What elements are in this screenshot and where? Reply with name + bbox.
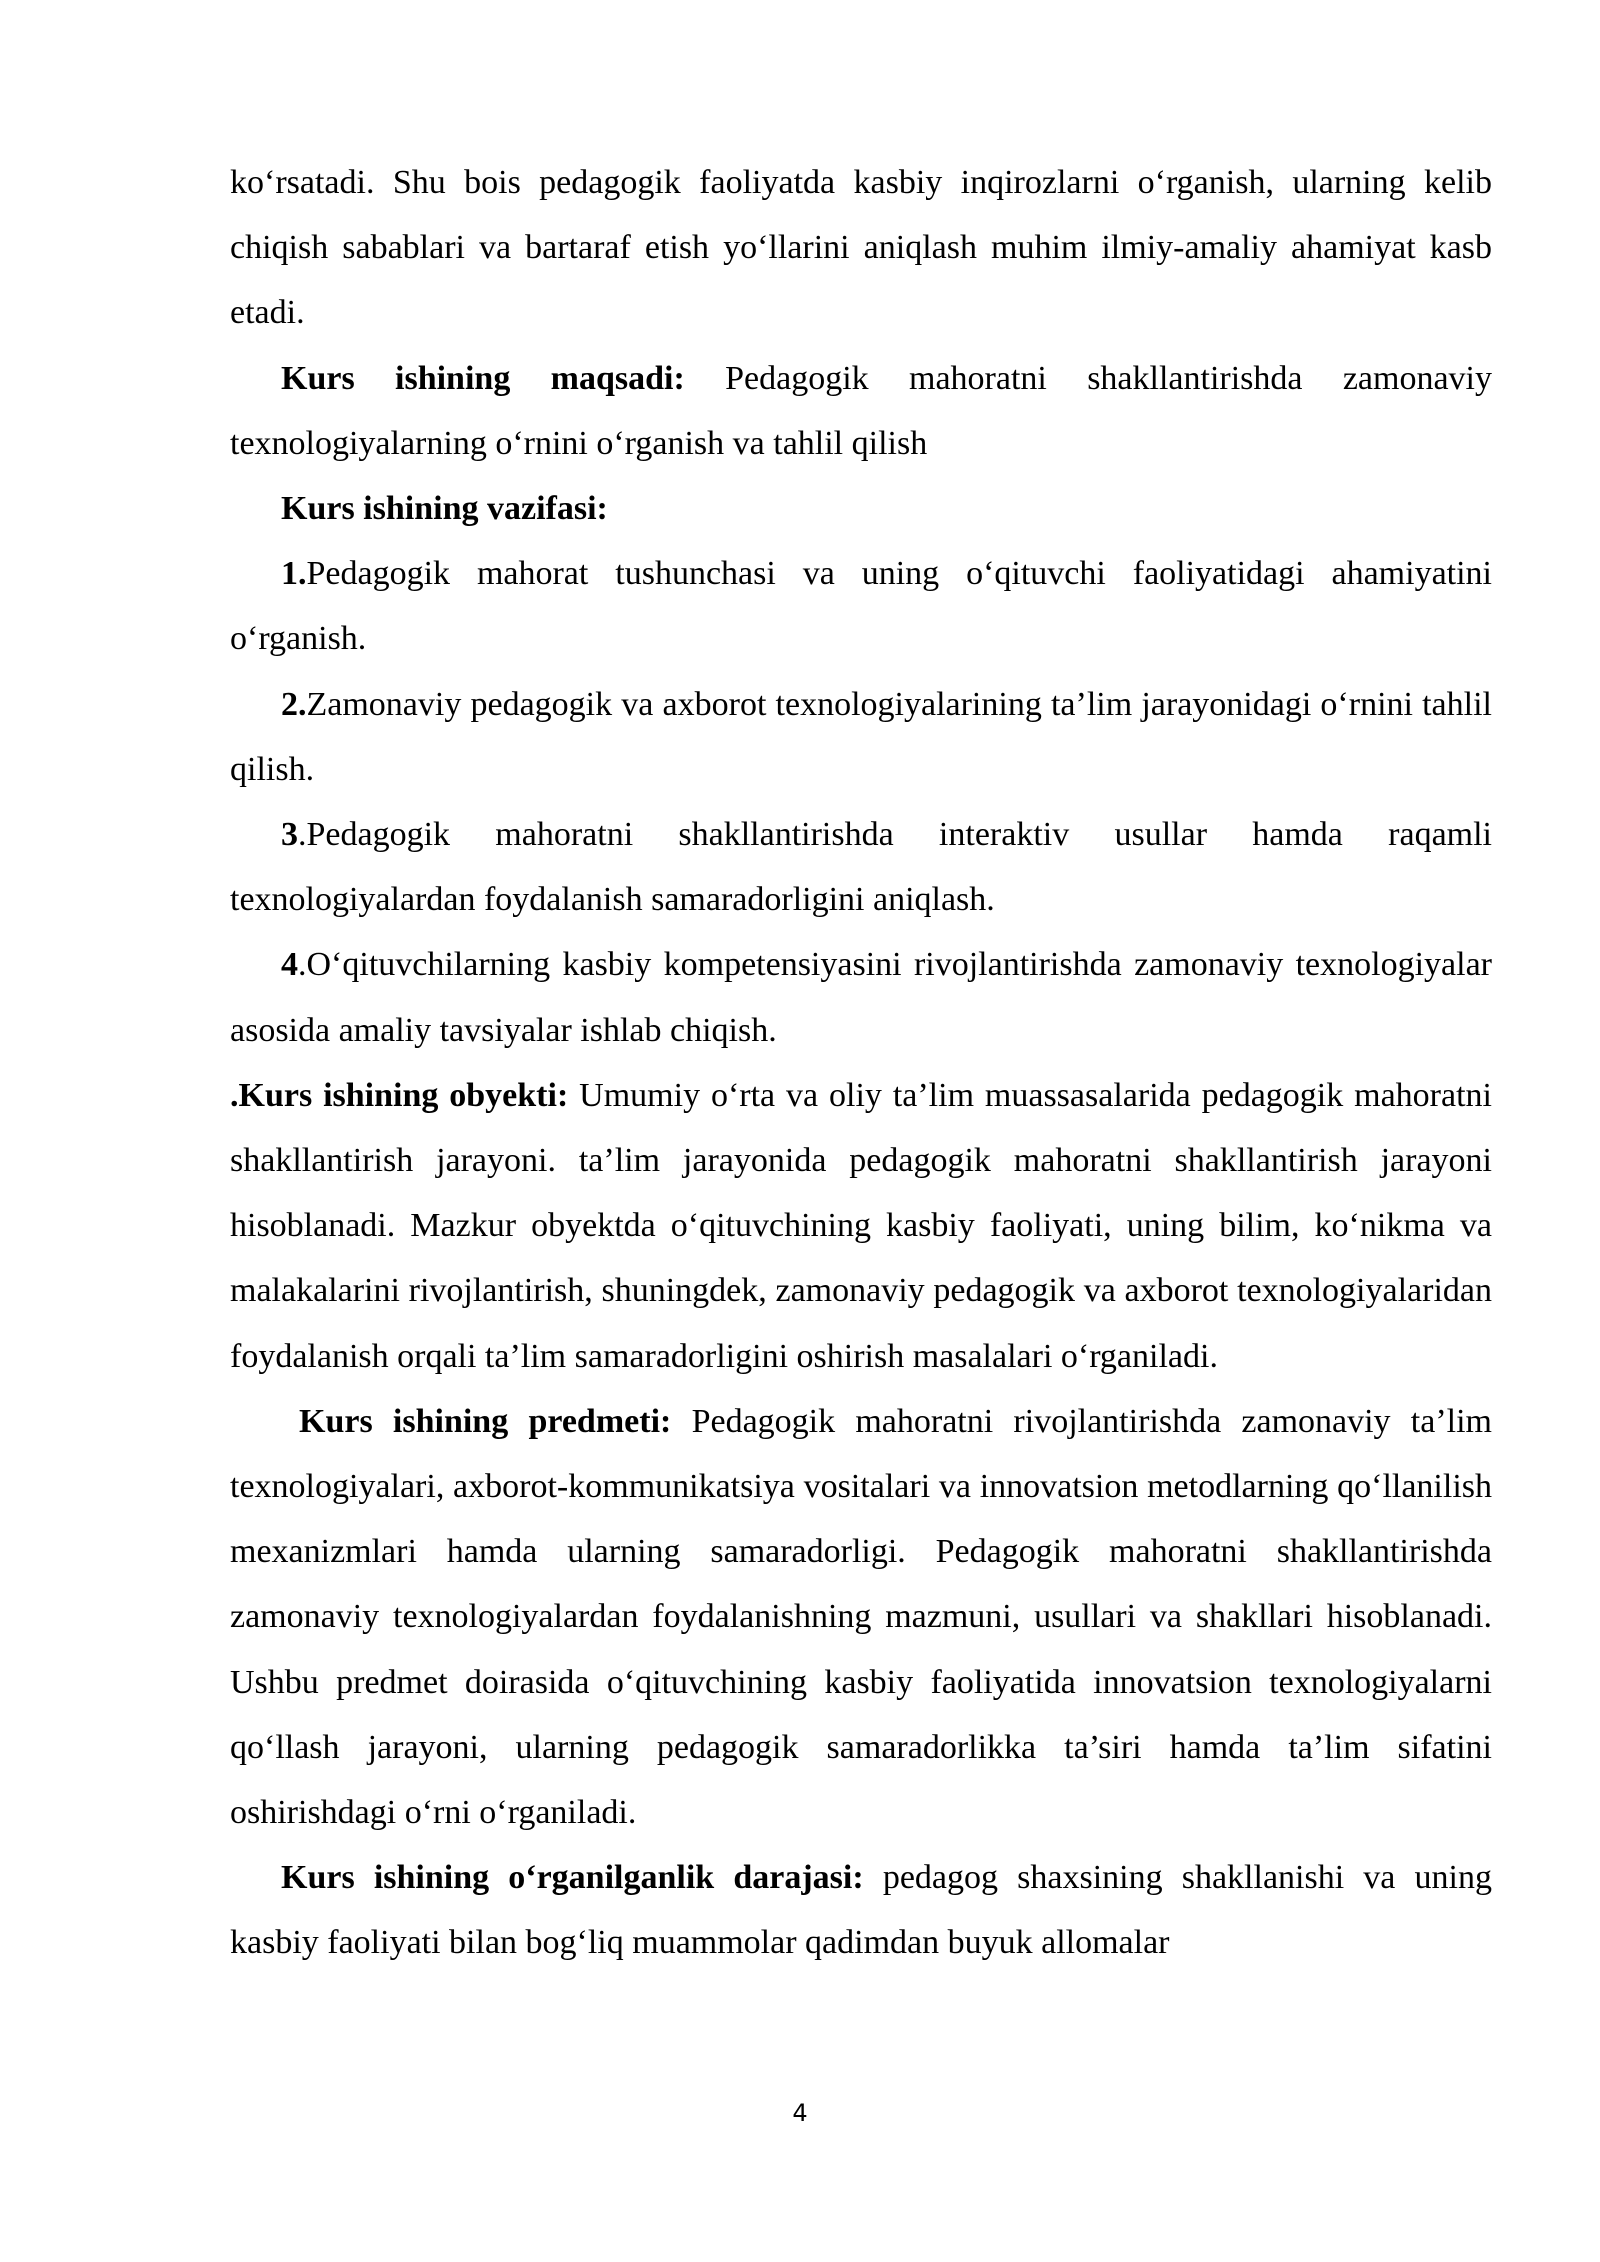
task-text: .Pedagogik mahoratni shakllantirishda interaktiv usullar hamda raqamli texnologiyalardan foydalanish samaradorligini aniqlash. xyxy=(230,816,1492,919)
paragraph-text: ko‘rsatadi. Shu bois pedagogik faoliyatda kasbiy inqirozlarni o‘rganish, ularning kelib chiqish sabablari va bartaraf etish yo‘llarini aniqlash muhim ilmiy-amaliy ahamiyat kasb etadi. xyxy=(230,164,1492,332)
paragraph-intro xyxy=(230,150,1492,346)
paragraph-study-level xyxy=(230,1845,1492,1975)
paragraph-subject xyxy=(230,1389,1492,1845)
paragraph-tasks-heading xyxy=(230,476,1492,541)
task-number: 3 xyxy=(281,816,298,854)
object-text: Umumiy o‘rta va oliy ta’lim muassasalarida pedagogik mahoratni shakllantirish jarayoni. ta’lim jarayonida pedagogik mahoratni shakllantirish jarayoni hisoblanadi. Mazkur obyektda o‘qituvchining kasbiy faoliyati, uning bilim, ko‘nikma va malakalarini rivojlantirish, shuningdek, zamonaviy pedagogik va axborot texnologiyalaridan foydalanish orqali ta’lim samaradorligini oshirish masalalari o‘rganiladi. xyxy=(230,1076,1492,1375)
task-item-3 xyxy=(230,802,1492,932)
object-label: .Kurs ishining obyekti: xyxy=(230,1076,569,1114)
subject-text: Pedagogik mahoratni rivojlantirishda zamonaviy ta’lim texnologiyalari, axborot-kommunikatsiya vositalari va innovatsion metodlarning qo‘llanilish mexanizmlari hamda ularning samaradorligi. Pedagogik mahoratni shakllantirishda zamonaviy texnologiyalardan foydalanishning mazmuni, usullari va shakllari hisoblanadi. Ushbu predmet doirasida o‘qituvchining kasbiy faoliyatida innovatsion texnologiyalarni qo‘llash jarayoni, ularning pedagogik samaradorlikka ta’siri hamda ta’lim sifatini oshirishdagi o‘rni o‘rganiladi. xyxy=(230,1402,1492,1832)
subject-label: Kurs ishining predmeti: xyxy=(299,1402,672,1440)
purpose-text: Pedagogik mahoratni shakllantirishda zamonaviy texnologiyalarning o‘rnini o‘rganish va tahlil qilish xyxy=(230,359,1492,462)
task-number: 1. xyxy=(281,555,307,593)
paragraph-object xyxy=(230,1063,1492,1389)
study-level-text: pedagog shaxsining shakllanishi va uning kasbiy faoliyati bilan bog‘liq muammolar qadimdan buyuk allomalar xyxy=(230,1859,1492,1962)
task-item-4 xyxy=(230,932,1492,1062)
task-text: Zamonaviy pedagogik va axborot texnologiyalarining ta’lim jarayonidagi o‘rnini tahlil qilish. xyxy=(230,685,1492,788)
task-item-2 xyxy=(230,672,1492,802)
task-number: 2. xyxy=(281,685,307,723)
page-body xyxy=(230,150,1492,1976)
task-number: 4 xyxy=(281,946,298,984)
study-level-label: Kurs ishining o‘rganilganlik darajasi: xyxy=(281,1859,864,1897)
task-text: Pedagogik mahorat tushunchasi va uning o‘qituvchi faoliyatidagi ahamiyatini o‘rganish. xyxy=(230,555,1492,658)
page-number: 4 xyxy=(792,2099,808,2127)
task-text: .O‘qituvchilarning kasbiy kompetensiyasini rivojlantirishda zamonaviy texnologiyalar asosida amaliy tavsiyalar ishlab chiqish. xyxy=(230,946,1492,1049)
task-item-1 xyxy=(230,541,1492,671)
purpose-label: Kurs ishining maqsadi: xyxy=(281,359,685,397)
tasks-heading-label: Kurs ishining vazifasi: xyxy=(281,490,608,528)
paragraph-purpose xyxy=(230,346,1492,476)
